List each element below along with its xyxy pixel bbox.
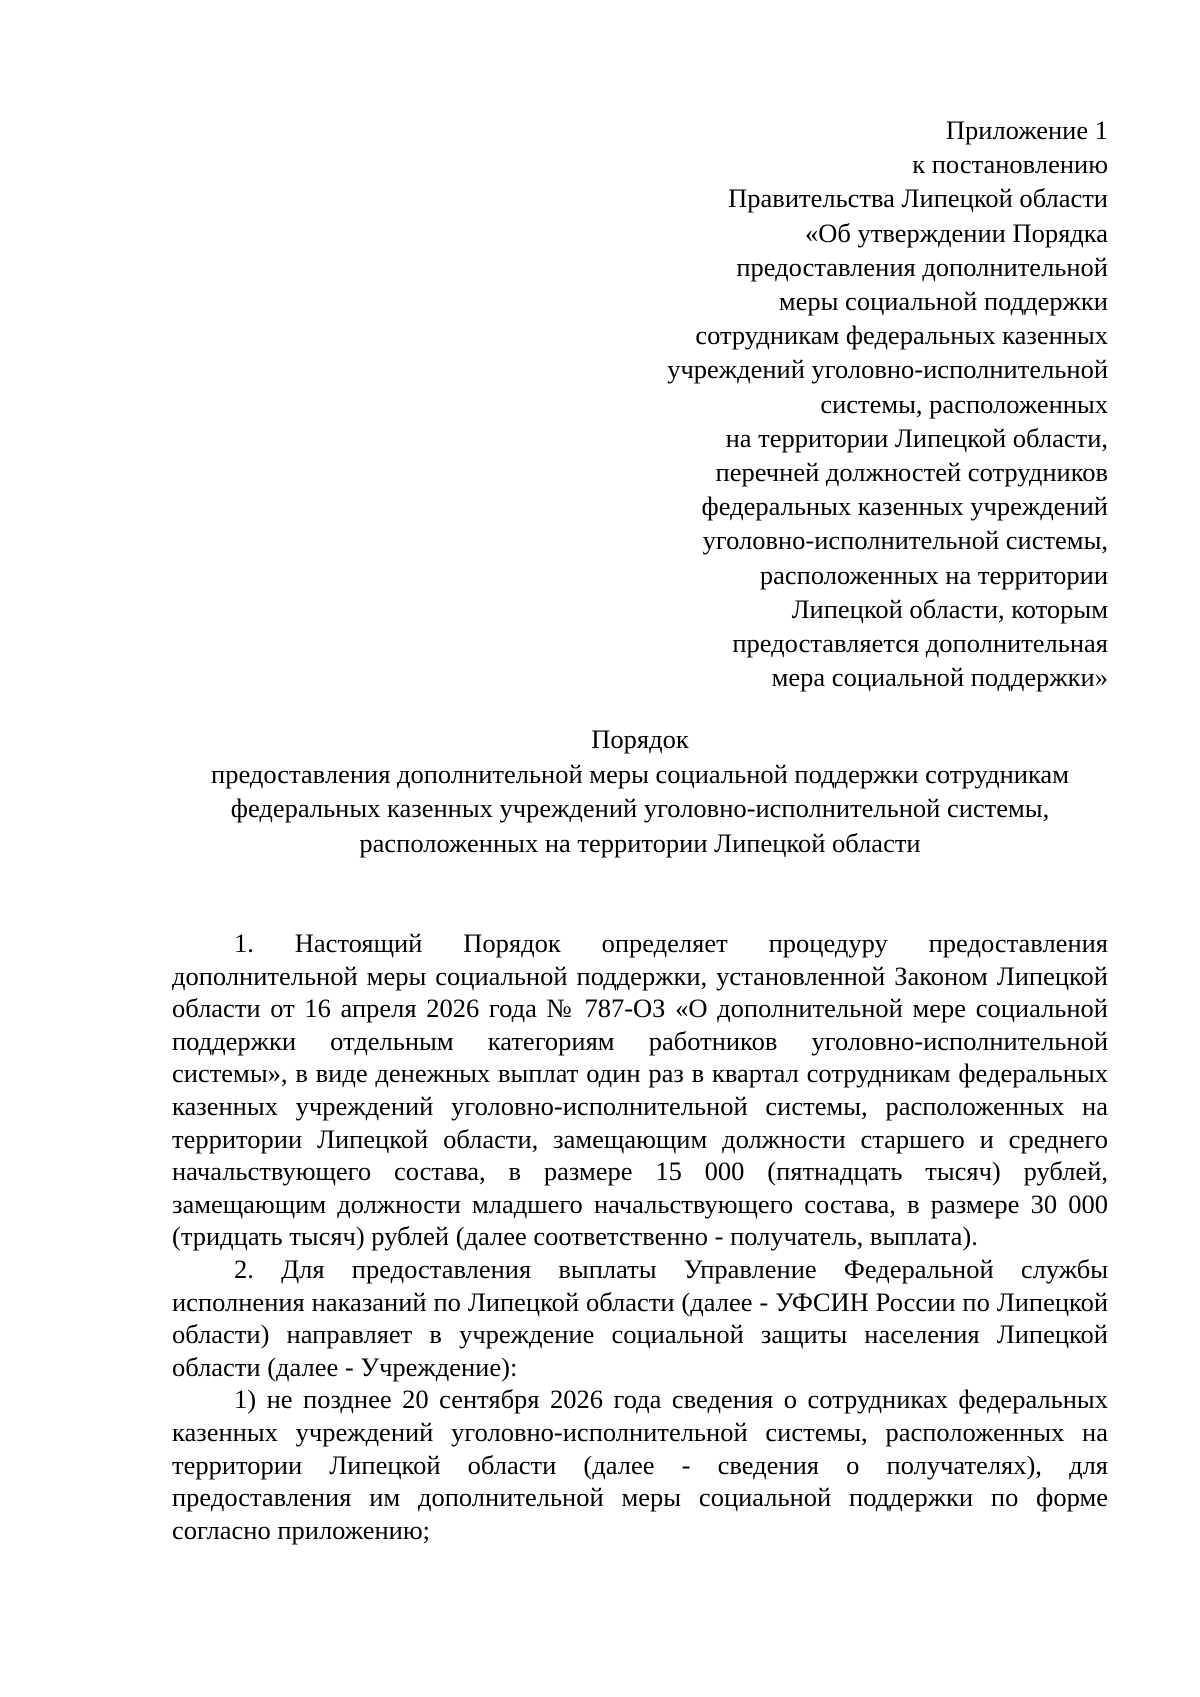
title-line: расположенных на территории Липецкой области	[359, 827, 921, 858]
paragraph-2: 2. Для предоставления выплаты Управление Федеральной службы исполнения наказаний по Липецкой области (далее - УФСИН России по Липецкой области) направляет в учреждение социальной защиты населения Липецкой области (далее - Учреждение):	[172, 1253, 1108, 1382]
appendix-line: расположенных на территории	[759, 559, 1108, 590]
appendix-line: перечней должностей сотрудников	[715, 457, 1108, 488]
appendix-line: к постановлению	[912, 149, 1108, 180]
appendix-line: уголовно-исполнительной системы,	[702, 525, 1108, 556]
title-line: федеральных казенных учреждений уголовно-исполнительной системы,	[230, 793, 1050, 823]
appendix-header	[508, 113, 1108, 694]
appendix-line: Липецкой области, которым	[791, 593, 1108, 624]
appendix-line: системы, расположенных	[820, 388, 1108, 419]
paragraph-2-item-1: 1) не позднее 20 сентября 2026 года сведения о сотрудниках федеральных казенных учреждений уголовно-исполнительной системы, расположенных на территории Липецкой области (далее - сведения о получателях), для предоставления им дополнительной меры социальной поддержки по форме согласно приложению;	[172, 1384, 1108, 1545]
document-title	[172, 722, 1108, 860]
appendix-line: «Об утверждении Порядка	[805, 217, 1108, 248]
appendix-line: меры социальной поддержки	[778, 286, 1108, 317]
title-line: предоставления дополнительной меры социальной поддержки сотрудникам	[211, 758, 1069, 789]
appendix-line: федеральных казенных учреждений	[701, 491, 1108, 522]
appendix-line: Правительства Липецкой области	[728, 183, 1108, 214]
appendix-line: на территории Липецкой области,	[725, 422, 1108, 453]
paragraph-1: 1. Настоящий Порядок определяет процедуру предоставления дополнительной меры социальной поддержки, установленной Законом Липецкой области от 16 апреля 2026 года № 787-ОЗ «О дополнительной мере социальной поддержки отдельным категориям работников уголовно-исполнительной системы», в виде денежных выплат один раз в квартал сотрудникам федеральных казенных учреждений уголовно-исполнительной системы, расположенных на территории Липецкой области, замещающим должности старшего и среднего начальствующего состава, в размере 15 000 (пятнадцать тысяч) рублей, замещающим должности младшего начальствующего состава, в размере 30 000 (тридцать тысяч) рублей (далее соответственно - получатель, выплата).	[172, 928, 1108, 1252]
appendix-line: предоставляется дополнительная	[732, 628, 1108, 659]
appendix-line: Приложение 1	[945, 115, 1108, 145]
document-body	[172, 927, 1108, 1546]
appendix-line: мера социальной поддержки»	[771, 662, 1108, 693]
appendix-line: предоставления дополнительной	[736, 251, 1108, 282]
title-heading: Порядок	[591, 724, 689, 754]
appendix-line: сотрудникам федеральных казенных	[695, 320, 1108, 351]
appendix-line: учреждений уголовно-исполнительной	[667, 354, 1108, 385]
